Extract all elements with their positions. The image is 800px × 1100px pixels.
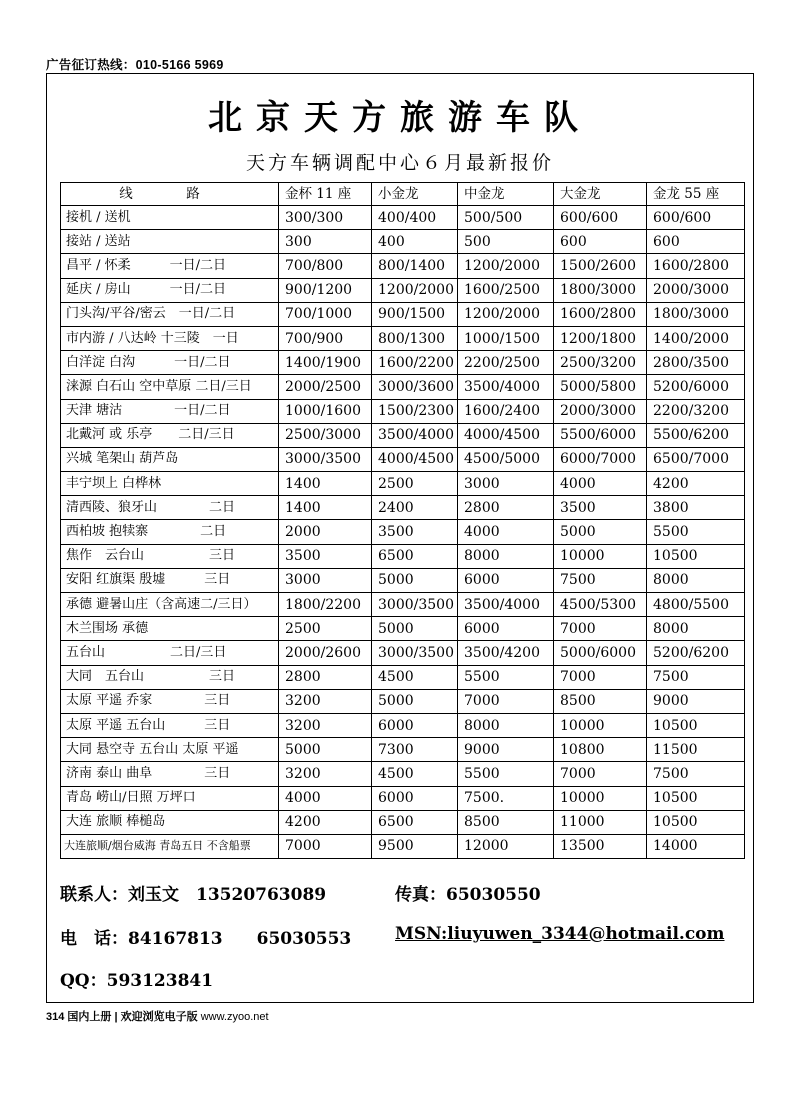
price-cell: 2500 [279, 617, 372, 641]
price-cell: 4200 [279, 810, 372, 834]
route-cell: 青岛 崂山/日照 万坪口 [61, 786, 279, 810]
footer-section: 国内上册 [67, 1011, 112, 1023]
table-row [61, 810, 745, 834]
price-cell: 9000 [458, 738, 554, 762]
page-footer [46, 1008, 269, 1024]
route-cell: 门头沟/平谷/密云 一日/二日 [61, 302, 279, 326]
column-header-route: 线 路 [61, 183, 279, 206]
route-cell: 五台山 二日/三日 [61, 641, 279, 665]
column-header-vehicle: 金龙 55 座 [647, 183, 745, 206]
price-cell: 4000 [458, 520, 554, 544]
price-cell: 7000 [279, 834, 372, 858]
price-cell: 900/1200 [279, 278, 372, 302]
price-cell: 3000/3500 [279, 447, 372, 471]
price-cell: 2000/2500 [279, 375, 372, 399]
column-header-vehicle: 金杯 11 座 [279, 183, 372, 206]
table-row [61, 689, 745, 713]
price-cell: 7000 [554, 762, 647, 786]
route-cell: 北戴河 或 乐亭 二日/三日 [61, 423, 279, 447]
footer-url[interactable]: www.zyoo.net [200, 1011, 269, 1023]
price-cell: 8000 [458, 713, 554, 737]
price-cell: 9500 [372, 834, 458, 858]
price-cell: 6000 [458, 568, 554, 592]
table-row [61, 278, 745, 302]
price-cell: 800/1400 [372, 254, 458, 278]
table-row [61, 762, 745, 786]
price-cell: 7000 [458, 689, 554, 713]
table-row [61, 302, 745, 326]
price-cell: 1000/1500 [458, 326, 554, 350]
price-cell: 1500/2300 [372, 399, 458, 423]
table-row [61, 520, 745, 544]
price-cell: 1800/2200 [279, 593, 372, 617]
price-cell: 8000 [647, 568, 745, 592]
price-cell: 1600/2800 [647, 254, 745, 278]
price-cell: 3000 [279, 568, 372, 592]
route-cell: 兴城 笔架山 葫芦岛 [61, 447, 279, 471]
price-cell: 500/500 [458, 206, 554, 230]
price-cell: 700/1000 [279, 302, 372, 326]
table-row [61, 665, 745, 689]
price-cell: 10800 [554, 738, 647, 762]
route-cell: 焦作 云台山 三日 [61, 544, 279, 568]
route-cell: 延庆 / 房山 一日/二日 [61, 278, 279, 302]
table-row [61, 593, 745, 617]
price-cell: 12000 [458, 834, 554, 858]
table-row [61, 399, 745, 423]
price-table [60, 182, 745, 859]
price-cell: 8000 [458, 544, 554, 568]
price-cell: 10500 [647, 810, 745, 834]
table-body [61, 206, 745, 859]
price-cell: 7000 [554, 617, 647, 641]
price-cell: 1200/2000 [372, 278, 458, 302]
page-title: 北京天方旅游车队 [208, 98, 592, 138]
table-row [61, 375, 745, 399]
table-row [61, 206, 745, 230]
table-row [61, 351, 745, 375]
price-cell: 6000 [458, 617, 554, 641]
route-cell: 天津 塘沽 一日/二日 [61, 399, 279, 423]
price-cell: 2000/2600 [279, 641, 372, 665]
price-cell: 3000/3600 [372, 375, 458, 399]
price-cell: 1000/1600 [279, 399, 372, 423]
price-cell: 6000 [372, 713, 458, 737]
price-cell: 1400 [279, 472, 372, 496]
price-cell: 11500 [647, 738, 745, 762]
contact-qq: QQ：593123841 [60, 971, 214, 991]
column-header-vehicle: 中金龙 [458, 183, 554, 206]
route-cell: 大同 悬空寺 五台山 太原 平遥 [61, 738, 279, 762]
price-cell: 1200/2000 [458, 254, 554, 278]
price-cell: 800/1300 [372, 326, 458, 350]
price-cell: 7500 [647, 665, 745, 689]
price-cell: 7500. [458, 786, 554, 810]
price-cell: 2200/2500 [458, 351, 554, 375]
price-cell: 7000 [554, 665, 647, 689]
price-cell: 3200 [279, 713, 372, 737]
route-cell: 太原 平遥 乔家 三日 [61, 689, 279, 713]
price-cell: 6000/7000 [554, 447, 647, 471]
price-cell: 700/800 [279, 254, 372, 278]
price-cell: 5500 [458, 762, 554, 786]
price-cell: 500 [458, 230, 554, 254]
price-cell: 5000 [372, 689, 458, 713]
table-row [61, 254, 745, 278]
table-row [61, 641, 745, 665]
price-cell: 3000/3500 [372, 641, 458, 665]
contact-fax: 传真：65030550 [395, 885, 541, 905]
table-row [61, 496, 745, 520]
footer-slogan: 欢迎浏览电子版 [120, 1011, 198, 1023]
price-cell: 5200/6200 [647, 641, 745, 665]
ad-hotline: 广告征订热线：010-5166 5969 [46, 58, 224, 72]
price-cell: 8000 [647, 617, 745, 641]
price-cell: 2400 [372, 496, 458, 520]
price-cell: 6000 [372, 786, 458, 810]
price-cell: 11000 [554, 810, 647, 834]
price-cell: 4800/5500 [647, 593, 745, 617]
route-cell: 白洋淀 白沟 一日/二日 [61, 351, 279, 375]
price-cell: 3200 [279, 689, 372, 713]
price-cell: 5200/6000 [647, 375, 745, 399]
price-cell: 14000 [647, 834, 745, 858]
price-cell: 3500/4000 [458, 375, 554, 399]
price-cell: 1600/2400 [458, 399, 554, 423]
price-cell: 600 [647, 230, 745, 254]
price-cell: 2500/3200 [554, 351, 647, 375]
price-cell: 9000 [647, 689, 745, 713]
table-row [61, 713, 745, 737]
price-cell: 1800/3000 [647, 302, 745, 326]
price-cell: 5000/6000 [554, 641, 647, 665]
price-cell: 5000 [554, 520, 647, 544]
price-cell: 1400/2000 [647, 326, 745, 350]
price-cell: 2500 [372, 472, 458, 496]
contact-person: 联系人：刘玉文 13520763089 [60, 885, 327, 905]
price-cell: 1600/2800 [554, 302, 647, 326]
table-row [61, 834, 745, 858]
price-cell: 6500 [372, 544, 458, 568]
table-row [61, 738, 745, 762]
price-cell: 1600/2200 [372, 351, 458, 375]
price-cell: 7300 [372, 738, 458, 762]
price-cell: 13500 [554, 834, 647, 858]
price-cell: 5000/5800 [554, 375, 647, 399]
price-cell: 2500/3000 [279, 423, 372, 447]
price-cell: 900/1500 [372, 302, 458, 326]
price-cell: 4500 [372, 762, 458, 786]
table-row [61, 786, 745, 810]
page-subtitle: 天方车辆调配中心６月最新报价 [245, 152, 554, 174]
price-cell: 300 [279, 230, 372, 254]
price-cell: 4500/5300 [554, 593, 647, 617]
price-cell: 10500 [647, 544, 745, 568]
price-cell: 1600/2500 [458, 278, 554, 302]
route-cell: 承德 避暑山庄（含高速二/三日） [61, 593, 279, 617]
price-cell: 4000 [279, 786, 372, 810]
route-cell: 大同 五台山 三日 [61, 665, 279, 689]
price-cell: 5500 [647, 520, 745, 544]
price-cell: 2800 [458, 496, 554, 520]
route-cell: 涞源 白石山 空中草原 二日/三日 [61, 375, 279, 399]
price-cell: 1400 [279, 496, 372, 520]
price-cell: 5000 [279, 738, 372, 762]
price-cell: 2000/3000 [647, 278, 745, 302]
contact-msn[interactable]: MSN:liuyuwen_3344@hotmail.com [395, 924, 725, 944]
route-cell: 太原 平遥 五台山 三日 [61, 713, 279, 737]
price-cell: 3500 [554, 496, 647, 520]
route-cell: 清西陵、狼牙山 二日 [61, 496, 279, 520]
price-cell: 10500 [647, 786, 745, 810]
price-cell: 5000 [372, 568, 458, 592]
price-cell: 10000 [554, 713, 647, 737]
price-cell: 3500 [279, 544, 372, 568]
price-cell: 4000/4500 [458, 423, 554, 447]
price-cell: 3500 [372, 520, 458, 544]
contact-phone: 电 话：84167813 65030553 [60, 929, 352, 949]
column-header-vehicle: 大金龙 [554, 183, 647, 206]
table-row [61, 544, 745, 568]
price-cell: 5500/6200 [647, 423, 745, 447]
table-row [61, 230, 745, 254]
price-cell: 2200/3200 [647, 399, 745, 423]
price-cell: 3800 [647, 496, 745, 520]
column-header-vehicle: 小金龙 [372, 183, 458, 206]
footer-separator: | [114, 1011, 118, 1023]
price-cell: 3000/3500 [372, 593, 458, 617]
route-cell: 丰宁坝上 白桦林 [61, 472, 279, 496]
price-cell: 1500/2600 [554, 254, 647, 278]
route-cell: 大连 旅顺 棒槌岛 [61, 810, 279, 834]
price-cell: 400/400 [372, 206, 458, 230]
price-cell: 3000 [458, 472, 554, 496]
price-cell: 300/300 [279, 206, 372, 230]
price-cell: 4000 [554, 472, 647, 496]
price-cell: 6500 [372, 810, 458, 834]
price-cell: 1400/1900 [279, 351, 372, 375]
price-cell: 2000/3000 [554, 399, 647, 423]
route-cell: 昌平 / 怀柔 一日/二日 [61, 254, 279, 278]
price-cell: 10500 [647, 713, 745, 737]
price-cell: 700/900 [279, 326, 372, 350]
route-cell: 济南 泰山 曲阜 三日 [61, 762, 279, 786]
price-cell: 7500 [554, 568, 647, 592]
price-cell: 2800 [279, 665, 372, 689]
table-row [61, 617, 745, 641]
price-cell: 3500/4000 [372, 423, 458, 447]
price-cell: 10000 [554, 544, 647, 568]
price-cell: 1200/2000 [458, 302, 554, 326]
price-cell: 10000 [554, 786, 647, 810]
price-cell: 5000 [372, 617, 458, 641]
route-cell: 接站 / 送站 [61, 230, 279, 254]
table-row [61, 326, 745, 350]
price-cell: 1800/3000 [554, 278, 647, 302]
price-cell: 8500 [554, 689, 647, 713]
price-cell: 3500/4200 [458, 641, 554, 665]
route-cell: 安阳 红旗渠 殷墟 三日 [61, 568, 279, 592]
price-cell: 2800/3500 [647, 351, 745, 375]
price-cell: 600/600 [647, 206, 745, 230]
price-cell: 1200/1800 [554, 326, 647, 350]
price-cell: 4500/5000 [458, 447, 554, 471]
route-cell: 接机 / 送机 [61, 206, 279, 230]
table-row [61, 472, 745, 496]
price-cell: 400 [372, 230, 458, 254]
price-cell: 4000/4500 [372, 447, 458, 471]
table-row [61, 447, 745, 471]
price-cell: 7500 [647, 762, 745, 786]
price-cell: 2000 [279, 520, 372, 544]
route-cell: 西柏坡 抱犊寨 二日 [61, 520, 279, 544]
price-cell: 4200 [647, 472, 745, 496]
table-row [61, 423, 745, 447]
price-cell: 6500/7000 [647, 447, 745, 471]
page-number: 314 [46, 1011, 65, 1023]
price-cell: 600/600 [554, 206, 647, 230]
route-cell: 大连旅顺/烟台威海 青岛五日 不含船票 [61, 834, 279, 858]
table-header-row [61, 183, 745, 206]
price-cell: 5500/6000 [554, 423, 647, 447]
price-cell: 600 [554, 230, 647, 254]
price-cell: 5500 [458, 665, 554, 689]
table-row [61, 568, 745, 592]
route-cell: 木兰围场 承德 [61, 617, 279, 641]
price-cell: 4500 [372, 665, 458, 689]
price-cell: 3500/4000 [458, 593, 554, 617]
route-cell: 市内游 / 八达岭 十三陵 一日 [61, 326, 279, 350]
price-cell: 8500 [458, 810, 554, 834]
price-cell: 3200 [279, 762, 372, 786]
